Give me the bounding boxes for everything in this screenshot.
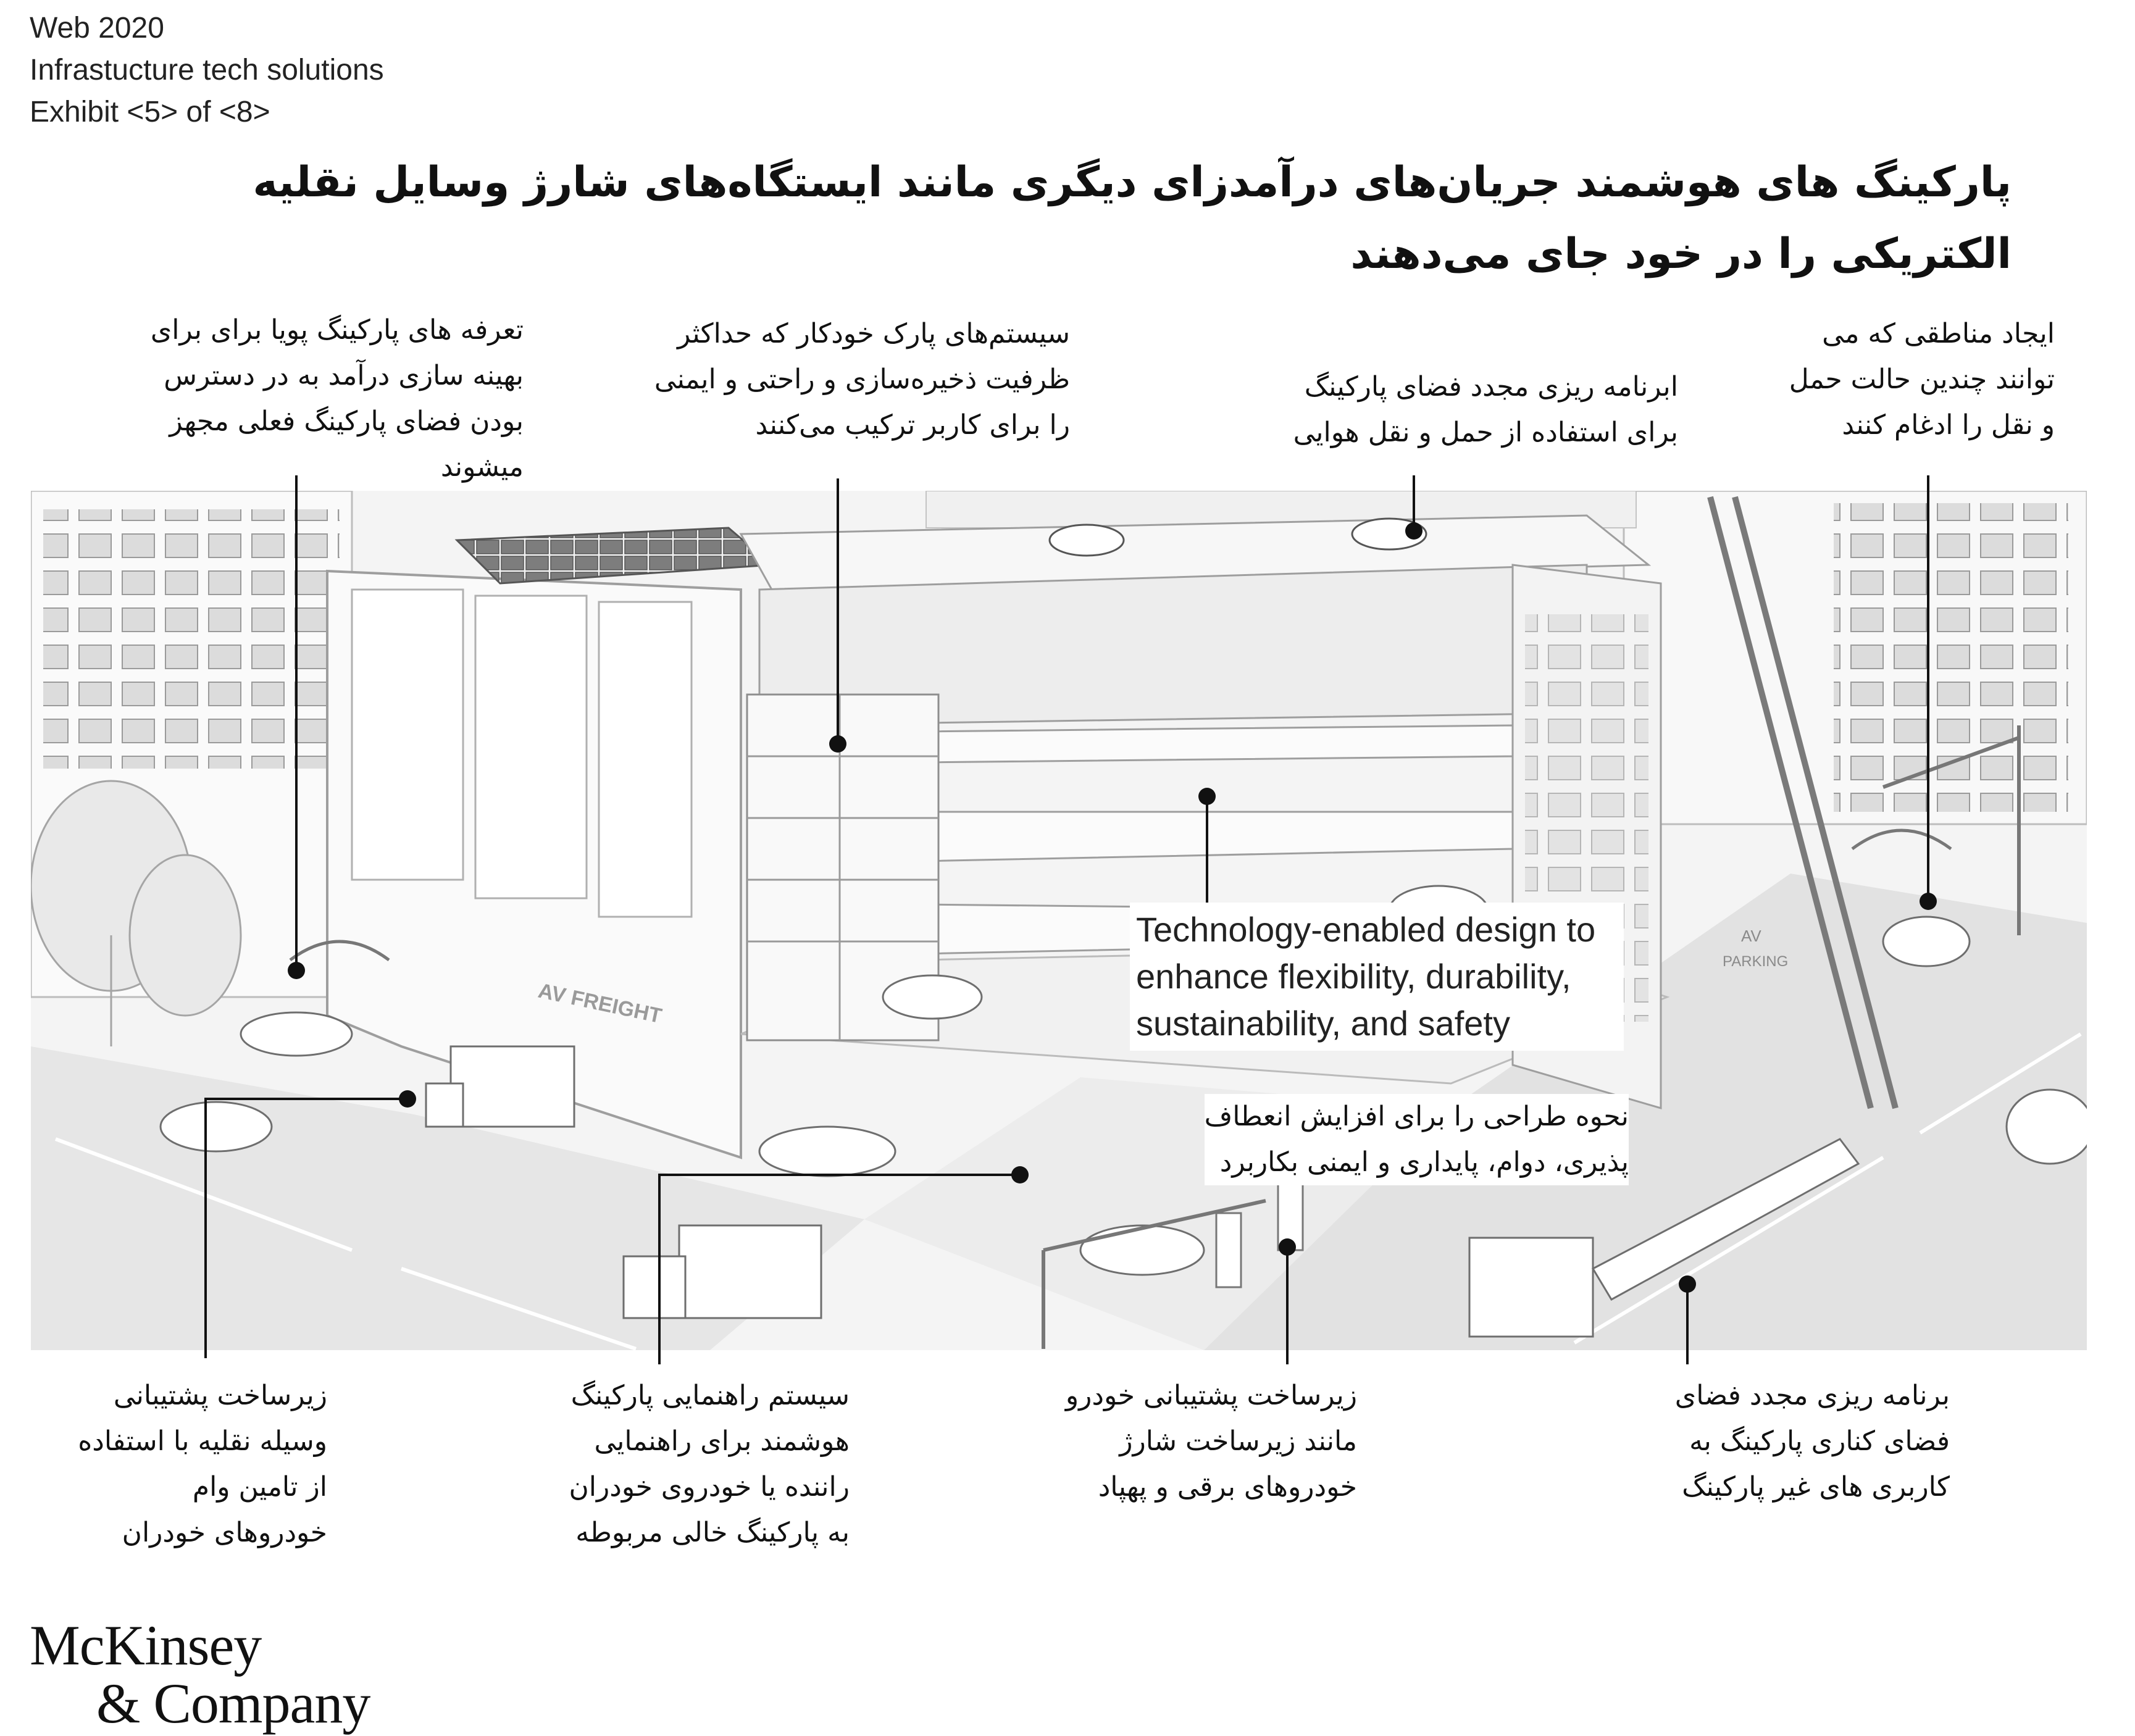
annotation-design-persian	[1205, 1094, 1629, 1185]
page-title	[67, 147, 2012, 290]
annotation-curbside-repurpose	[1675, 1373, 1950, 1510]
facade-panel-1	[352, 590, 463, 880]
annotation-air-transport	[1293, 364, 1678, 456]
car-right-road	[2007, 1090, 2087, 1164]
exhibit-header	[30, 7, 384, 133]
annotation-line: پذیری، دوام، پایداری و ایمنی بکاربرد	[1219, 1146, 1629, 1178]
annotation-line: توانند چندین حالت حمل	[1789, 364, 2055, 395]
annotation-line: بهینه سازی درآمد به در دسترس	[164, 360, 524, 391]
annotation-line: تعرفه های پارکینگ پویا برای برای	[150, 314, 524, 346]
annotation-line: هوشمند برای راهنمایی	[594, 1425, 850, 1457]
annotation-line: سیستم راهنمایی پارکینگ	[570, 1380, 850, 1411]
header-section: Infrastucture tech solutions	[30, 54, 384, 86]
logo-line-1: McKinsey	[30, 1614, 262, 1677]
annotation-line: ظرفیت ذخیره‌سازی و راحتی و ایمنی	[654, 364, 1070, 395]
facade-panel-3	[599, 602, 691, 917]
left-building-windows	[43, 509, 340, 769]
header-exhibit-number: Exhibit <5> of <8>	[30, 96, 270, 128]
car-left-curb	[241, 1012, 352, 1056]
annotation-line: از تامین وام	[192, 1471, 327, 1503]
logo-line-2: & Company	[96, 1672, 370, 1735]
annotation-line: برنامه ریزی مجدد فضای	[1674, 1380, 1950, 1411]
annotation-charging-infrastructure	[1066, 1373, 1357, 1510]
annotation-line: فضای کناری پارکینگ به	[1689, 1425, 1950, 1457]
car-left-road	[161, 1102, 272, 1151]
annotation-line: و نقل را ادغام کنند	[1842, 409, 2055, 441]
annotation-line: زیرساخت پشتیبانی خودرو	[1065, 1380, 1357, 1411]
av-parking-sign-2: PARKING	[1723, 953, 1789, 970]
annotation-line: بودن فضای پارکینگ فعلی مجهز	[169, 406, 524, 437]
title-line-2: الکتریکی را در خود جای می‌دهند	[1350, 230, 2012, 278]
parking-garage-illustration	[31, 491, 2087, 1350]
car-right-curb	[1883, 917, 1970, 966]
annotation-vehicle-financing	[78, 1373, 327, 1556]
annotation-line: خودروهای برقی و پهپاد	[1098, 1471, 1357, 1503]
car-ground-floor	[759, 1127, 895, 1176]
callout-line-1: Technology-enabled design to	[1136, 910, 1596, 949]
annotation-line: کاربری های غیر پارکینگ	[1682, 1471, 1950, 1503]
annotation-line: مانند زیرساخت شارژ	[1119, 1425, 1357, 1457]
annotation-line: ابرنامه ریزی مجدد فضای پارکینگ	[1304, 371, 1678, 403]
annotation-multimodal-zones	[1789, 311, 2055, 448]
av-freight-sign: AV FREIGHT	[536, 979, 664, 1029]
annotation-parking-guidance	[569, 1373, 850, 1556]
callout-line-2: enhance flexibility, durability,	[1136, 957, 1571, 996]
car-level-2	[883, 975, 982, 1019]
right-building-windows	[1834, 503, 2068, 812]
garage-floor-slab-1	[920, 725, 1513, 762]
annotation-line: وسیله نقلیه با استفاده	[78, 1425, 327, 1457]
annotation-line: زیرساخت پشتیبانی	[113, 1380, 327, 1411]
title-line-1: پارکینگ های هوشمند جریان‌های درآمدزای دیگری مانند ایستگاه‌های شارژ وسایل نقلیه	[253, 158, 2012, 207]
header-publication: Web 2020	[30, 12, 164, 44]
mckinsey-logo	[30, 1614, 370, 1735]
annotation-line: میشوند	[440, 451, 524, 483]
annotation-line: راننده یا خودروی خودران	[569, 1471, 850, 1503]
annotation-automated-parking	[654, 311, 1070, 448]
av-parking-sign-1: AV	[1741, 927, 1761, 945]
annotation-line: به پارکینگ خالی مربوطه	[575, 1517, 850, 1548]
callout-line-3: sustainability, and safety	[1136, 1004, 1510, 1043]
annotation-line: سیستم‌های پارک خودکار که حداکثر	[677, 318, 1070, 349]
annotation-line: نحوه طراحی را برای افزایش انعطاف	[1204, 1101, 1629, 1132]
design-callout	[1136, 906, 1595, 1047]
annotation-line: برای استفاده از حمل و نقل هوایی	[1293, 417, 1678, 448]
car-charging-1	[1080, 1225, 1204, 1275]
annotation-line: ایجاد مناطقی که می	[1822, 318, 2055, 349]
annotation-line: را برای کاربر ترکیب می‌کنند	[755, 409, 1070, 441]
annotation-line: خودروهای خودران	[122, 1517, 327, 1548]
facade-panel-2	[475, 596, 587, 898]
annotation-dynamic-pricing	[151, 307, 524, 490]
